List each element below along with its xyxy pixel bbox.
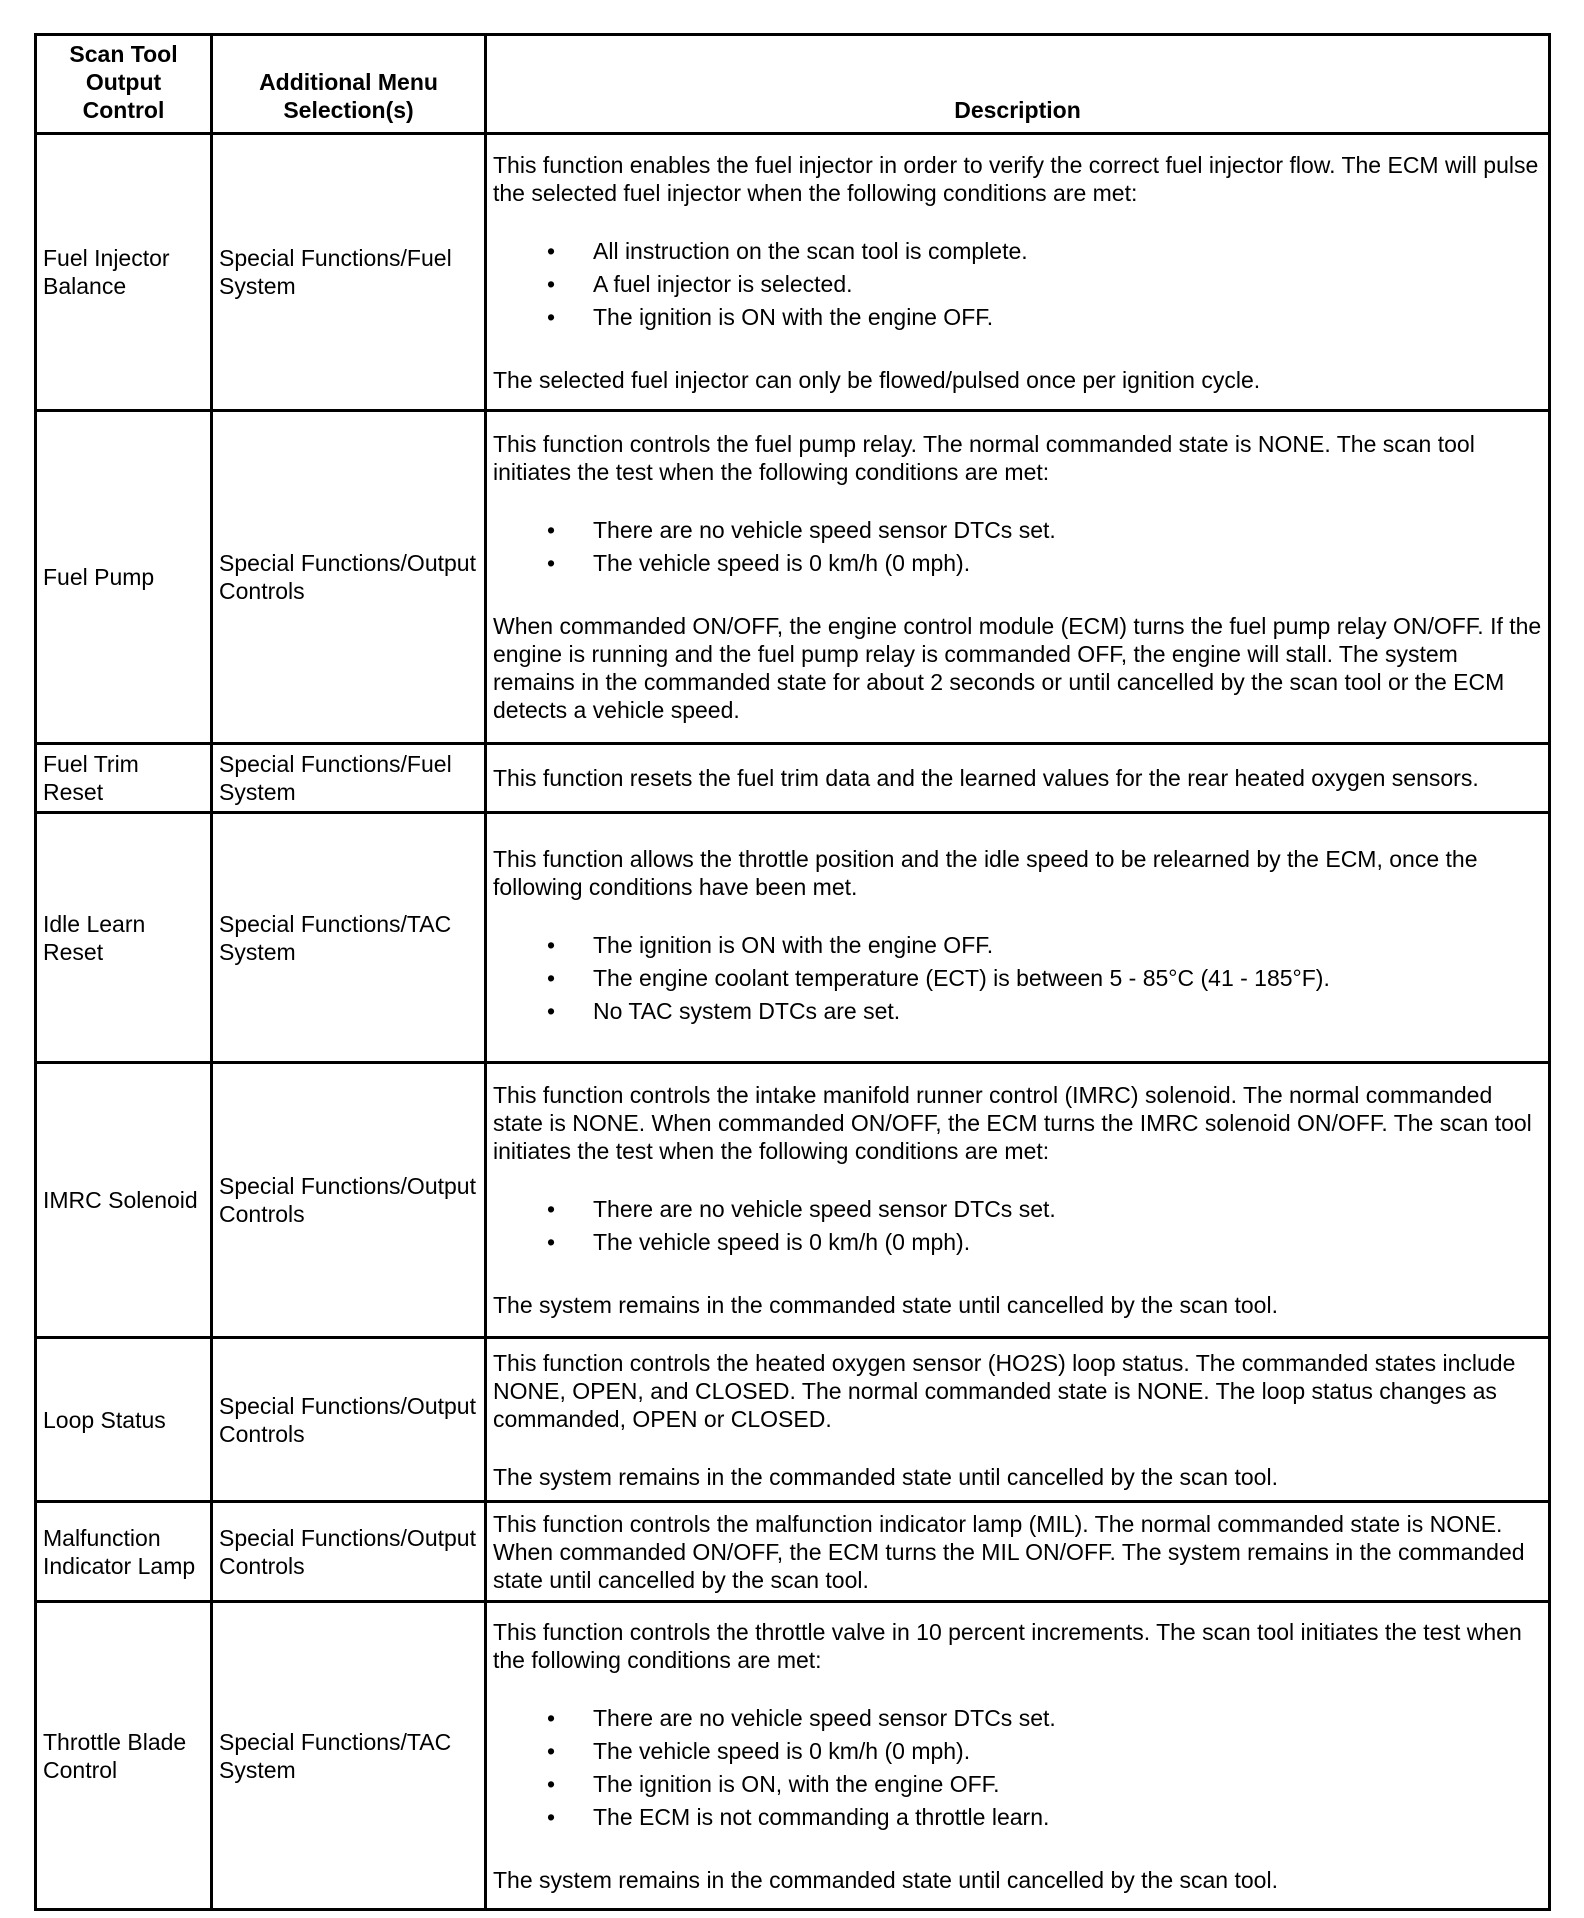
menu-selection-cell: Special Functions/Fuel System (212, 134, 486, 411)
control-name-cell: Fuel Trim Reset (36, 744, 212, 813)
table-row (36, 411, 1550, 744)
description-intro: This function resets the fuel trim data and the learned values for the rear heated oxygen sensors. (493, 765, 1479, 791)
conditions-list (493, 516, 1542, 577)
bullet-icon: • (547, 517, 556, 543)
list-item: • The ignition is ON with the engine OFF. (547, 303, 994, 330)
description-intro: This function controls the malfunction indicator lamp (MIL). The normal commanded state is NONE. When commanded ON/OFF, the ECM turns the MIL ON/OFF. The system remains in the commanded state until cancelled by the scan tool. (493, 1510, 1525, 1593)
scan-tool-output-controls-table (34, 33, 1551, 1911)
description-cell (486, 411, 1550, 744)
bullet-icon: • (547, 1704, 556, 1731)
control-name-cell: Malfunction Indicator Lamp (36, 1502, 212, 1602)
list-item: • The ECM is not commanding a throttle learn. (547, 1803, 1050, 1830)
list-item: • A fuel injector is selected. (547, 270, 853, 297)
list-item: • All instruction on the scan tool is complete. (547, 237, 1028, 264)
bullet-icon: • (547, 1229, 556, 1255)
menu-selection-cell: Special Functions/Output Controls (212, 1063, 486, 1338)
bullet-icon: • (547, 550, 556, 576)
description-intro: This function enables the fuel injector in order to verify the correct fuel injector flow. The ECM will pulse the selected fuel injector when the following conditions are met: (493, 151, 1539, 206)
conditions-list (493, 237, 1542, 331)
control-name-cell: IMRC Solenoid (36, 1063, 212, 1338)
bullet-icon: • (547, 1737, 556, 1764)
description-cell (486, 1338, 1550, 1502)
menu-selection-cell: Special Functions/TAC System (212, 1602, 486, 1910)
menu-selection-cell: Special Functions/Output Controls (212, 1502, 486, 1602)
description-outro: The system remains in the commanded state until cancelled by the scan tool. (493, 1292, 1278, 1318)
list-item: • No TAC system DTCs are set. (547, 998, 901, 1024)
list-item: • The vehicle speed is 0 km/h (0 mph). (547, 550, 971, 576)
table-row (36, 813, 1550, 1063)
bullet-icon: • (547, 270, 556, 297)
description-outro: The system remains in the commanded state until cancelled by the scan tool. (493, 1866, 1278, 1893)
description-outro: The system remains in the commanded state until cancelled by the scan tool. (493, 1463, 1278, 1490)
description-intro: This function allows the throttle position and the idle speed to be relearned by the ECM, once the following conditions have been met. (493, 846, 1478, 900)
bullet-icon: • (547, 237, 556, 264)
description-intro: This function controls the heated oxygen sensor (HO2S) loop status. The commanded states include NONE, OPEN, and CLOSED. The normal commanded state is NONE. The loop status changes as commanded, OPEN or CLOSED. (493, 1349, 1516, 1432)
bullet-icon: • (547, 1770, 556, 1797)
table-row (36, 1602, 1550, 1910)
description-cell (486, 1602, 1550, 1910)
list-item: • There are no vehicle speed sensor DTCs set. (547, 1196, 1056, 1222)
list-item: • There are no vehicle speed sensor DTCs set. (547, 1704, 1056, 1731)
control-name-cell: Fuel Injector Balance (36, 134, 212, 411)
list-item: • The ignition is ON, with the engine OFF. (547, 1770, 1000, 1797)
control-name-cell: Throttle Blade Control (36, 1602, 212, 1910)
menu-selection-cell: Special Functions/Output Controls (212, 1338, 486, 1502)
control-name-cell: Fuel Pump (36, 411, 212, 744)
header-row (36, 35, 1550, 134)
table-row (36, 1502, 1550, 1602)
table-row (36, 1338, 1550, 1502)
conditions-list (493, 1704, 1542, 1831)
list-item: • There are no vehicle speed sensor DTCs set. (547, 517, 1056, 543)
bullet-icon: • (547, 1196, 556, 1222)
menu-selection-cell: Special Functions/Fuel System (212, 744, 486, 813)
description-cell (486, 744, 1550, 813)
description-outro: The selected fuel injector can only be flowed/pulsed once per ignition cycle. (493, 366, 1261, 393)
control-name-cell: Loop Status (36, 1338, 212, 1502)
control-name-cell: Idle Learn Reset (36, 813, 212, 1063)
table-row (36, 1063, 1550, 1338)
description-outro: When commanded ON/OFF, the engine control module (ECM) turns the fuel pump relay ON/OFF. If the engine is running and the fuel pump relay is commanded OFF, the engine will stall. The system remains in the commanded state for about 2 seconds or until cancelled by the scan tool or the ECM detects a vehicle speed. (493, 613, 1542, 723)
description-intro: This function controls the intake manifold runner control (IMRC) solenoid. The normal commanded state is NONE. When commanded ON/OFF, the ECM turns the IMRC solenoid ON/OFF. The scan tool initiates the test when the following conditions are met: (493, 1082, 1532, 1164)
bullet-icon: • (547, 303, 556, 330)
bullet-icon: • (547, 965, 556, 991)
bullet-icon: • (547, 932, 556, 958)
conditions-list (493, 1195, 1542, 1256)
bullet-icon: • (547, 1803, 556, 1830)
list-item: • The ignition is ON with the engine OFF. (547, 932, 994, 958)
description-cell (486, 134, 1550, 411)
menu-selection-cell: Special Functions/TAC System (212, 813, 486, 1063)
description-cell (486, 1502, 1550, 1602)
description-cell (486, 813, 1550, 1063)
menu-selection-cell: Special Functions/Output Controls (212, 411, 486, 744)
description-intro: This function controls the fuel pump relay. The normal commanded state is NONE. The scan tool initiates the test when the following conditions are met: (493, 431, 1475, 485)
description-cell (486, 1063, 1550, 1338)
table-row (36, 744, 1550, 813)
header-additional-menu-selections: Additional Menu Selection(s) (212, 35, 486, 134)
list-item: • The vehicle speed is 0 km/h (0 mph). (547, 1229, 971, 1255)
description-intro: This function controls the throttle valve in 10 percent increments. The scan tool initiates the test when the following conditions are met: (493, 1618, 1522, 1673)
list-item: • The vehicle speed is 0 km/h (0 mph). (547, 1737, 971, 1764)
list-item: • The engine coolant temperature (ECT) is between 5 - 85°C (41 - 185°F). (547, 965, 1330, 991)
table-row (36, 134, 1550, 411)
header-scan-tool-output-control: Scan Tool Output Control (36, 35, 212, 134)
header-description: Description (486, 35, 1550, 134)
bullet-icon: • (547, 998, 556, 1024)
conditions-list (493, 931, 1542, 1025)
